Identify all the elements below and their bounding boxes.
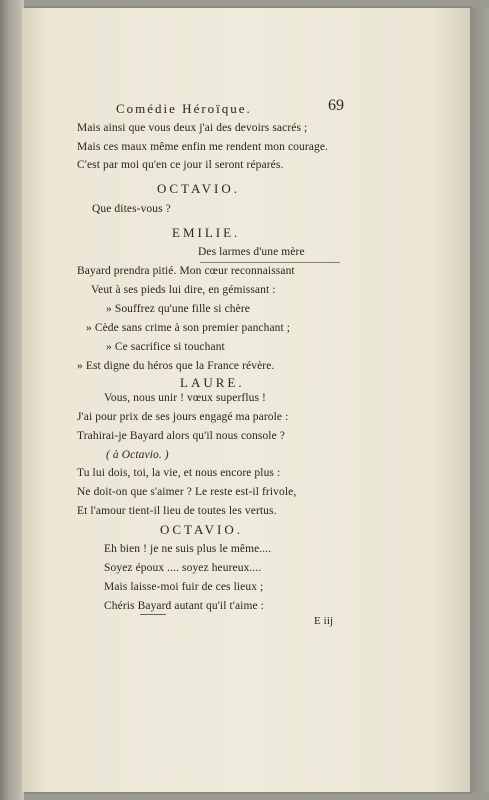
speaker-name: EMILIE. (172, 225, 241, 240)
text-line: Bayard prendra pitié. Mon cœur reconnaissant (77, 265, 295, 277)
text-line: » Cède sans crime à son premier panchant ; (86, 322, 291, 334)
book-gutter (0, 0, 24, 800)
text-line: Des larmes d'une mère (198, 246, 305, 258)
text-line: » Ce sacrifice si touchant (106, 341, 225, 353)
text-line: Veut à ses pieds lui dire, en gémissant : (91, 284, 276, 296)
text-line: J'ai pour prix de ses jours engagé ma parole : (77, 411, 289, 423)
ink-mark (140, 614, 166, 615)
text-line: Et l'amour tient-il lieu de toutes les vertus. (77, 505, 277, 517)
text-line: Chéris Bayard autant qu'il t'aime : (104, 600, 264, 612)
text-line: » Souffrez qu'une fille si chère (106, 303, 250, 315)
page-number: 69 (328, 97, 344, 114)
ink-rule (200, 262, 340, 263)
text-line: C'est par moi qu'en ce jour il seront réparés. (77, 159, 284, 171)
speaker-name: OCTAVIO. (157, 181, 241, 196)
signature-mark: E iij (314, 615, 334, 627)
text-line: Tu lui dois, toi, la vie, et nous encore plus : (77, 467, 281, 479)
text-line: Soyez époux .... soyez heureux.... (104, 562, 262, 574)
speaker-name: LAURE. (180, 375, 245, 390)
stage-direction: ( à Octavio. ) (106, 449, 169, 461)
speaker-name: OCTAVIO. (160, 522, 244, 537)
running-header: Comédie Héroïque. (116, 101, 252, 116)
text-line: Vous, nous unir ! vœux superflus ! (104, 392, 266, 404)
text-line: » Est digne du héros que la France révère. (77, 360, 275, 372)
text-line: Mais ces maux même enfin me rendent mon courage. (77, 141, 329, 153)
page-edge-shadow (470, 8, 489, 792)
text-line: Ne doit-on que s'aimer ? Le reste est-il frivole, (77, 486, 297, 498)
text-line: Mais laisse-moi fuir de ces lieux ; (104, 581, 264, 593)
text-line: Trahirai-je Bayard alors qu'il nous console ? (77, 430, 285, 442)
text-line: Eh bien ! je ne suis plus le même.... (104, 543, 272, 555)
text-line: Mais ainsi que vous deux j'ai des devoirs sacrés ; (77, 122, 308, 134)
text-line: Que dites-vous ? (92, 203, 171, 215)
